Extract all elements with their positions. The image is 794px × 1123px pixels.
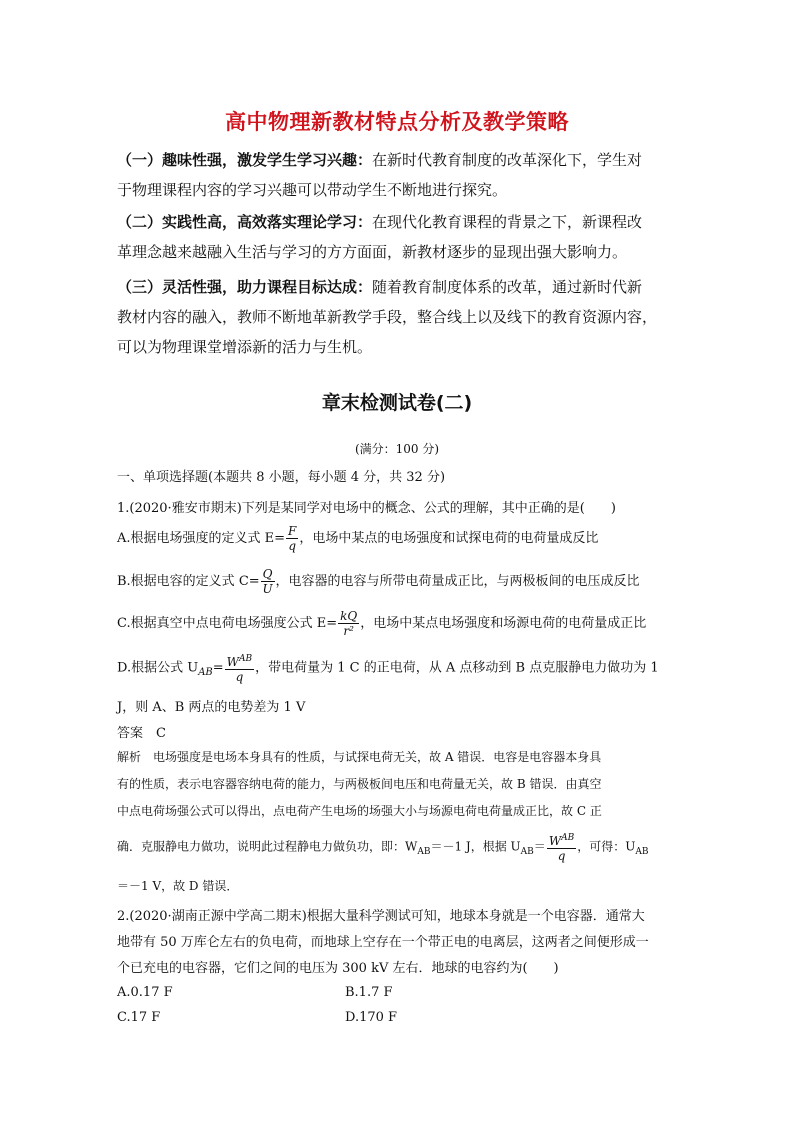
intro-lead: （三）灵活性强，助力课程目标达成： xyxy=(117,278,373,296)
section-heading: 一、单项选择题(本题共 8 小题，每小题 4 分，共 32 分) xyxy=(117,470,446,485)
question-2-stem-line-2: 地带有 50 万库仑左右的负电荷，而地球上空存在一个带正电的电离层，这两者之间便形成一 xyxy=(117,935,649,950)
intro-lead: （一）趣味性强，激发学生学习兴趣： xyxy=(117,151,373,169)
question-2-option-b: B.1.7 F xyxy=(345,985,393,1000)
fraction-numerator: kQ xyxy=(340,609,358,623)
page-title: 高中物理新教材特点分析及教学策略 xyxy=(225,110,569,134)
intro-paragraph-2 xyxy=(117,207,681,267)
option-text: ，电容器的电容与所带电荷量成正比，与两极板间的电压成反比 xyxy=(275,574,640,589)
fraction xyxy=(261,567,275,596)
analysis-text: ＝－1 J，根据 U xyxy=(430,839,521,854)
question-2-option-c: C.17 F xyxy=(117,1010,161,1025)
numerator-subscript: AB xyxy=(561,833,575,843)
intro-cont: 教材内容的融入，教师不断地革新教学手段，整合线上以及线下的教育资源内容， xyxy=(117,308,658,326)
question-1-stem: 1.(2020·雅安市期末)下列是某同学对电场中的概念、公式的理解，其中正确的是( ) xyxy=(117,501,616,516)
fraction-denominator: q xyxy=(288,539,297,553)
subscript: AB xyxy=(417,846,431,857)
question-1-option-b xyxy=(117,567,681,596)
option-text: B.根据电容的定义式 C= xyxy=(117,574,260,589)
question-2-option-a: A.0.17 F xyxy=(117,985,173,1000)
question-1-option-c xyxy=(117,609,681,638)
subscript: AB xyxy=(520,846,534,857)
option-text: ，带电荷量为 1 C 的正电荷，从 A 点移动到 B 点克服静电力做功为 1 xyxy=(255,660,659,676)
question-2-stem-line-1: 2.(2020·湖南正源中学高二期末)根据大量科学测试可知，地球本身就是一个电容器．通常大 xyxy=(117,909,645,924)
intro-cont: 于物理课程内容的学习兴趣可以带动学生不断地进行探究。 xyxy=(117,181,508,199)
question-2-option-d: D.170 F xyxy=(345,1010,398,1025)
analysis-line-3: 中点电荷场强公式可以得出，点电荷产生电场的场强大小与场源电荷电荷量成正比，故 C 正 xyxy=(117,804,602,818)
fraction-numerator xyxy=(547,831,576,849)
option-text: A.根据电场强度的定义式 E= xyxy=(117,531,286,546)
numerator-symbol: W xyxy=(548,834,562,848)
subscript: AB xyxy=(635,846,649,857)
fraction-denominator: r² xyxy=(343,624,354,638)
intro-text: 在现代化教育课程的背景之下，新课程改 xyxy=(372,213,643,231)
analysis-text: ，可得：U xyxy=(577,839,636,854)
intro-cont: 可以为物理课堂增添新的活力与生机。 xyxy=(117,338,373,356)
analysis-line-1: 解析 电场强度是电场本身具有的性质，与试探电荷无关，故 A 错误．电容是电容器本身具 xyxy=(117,750,602,764)
fraction xyxy=(225,652,254,684)
fraction-numerator xyxy=(225,652,254,670)
intro-paragraph-1 xyxy=(117,145,681,205)
analysis-line-5: ＝－1 V，故 D 错误． xyxy=(117,879,239,893)
option-text: ，电场中某点的电场强度和试探电荷的电荷量成反比 xyxy=(299,531,599,546)
analysis-text: 确．克服静电力做功，说明此过程静电力做负功，即：W xyxy=(117,839,418,854)
fraction-numerator: F xyxy=(288,524,297,538)
option-text: C.根据真空中点电荷电场强度公式 E= xyxy=(117,616,338,631)
numerator-subscript: AB xyxy=(239,654,253,664)
exam-title: 章末检测试卷(二) xyxy=(321,392,473,414)
option-text: D.根据公式 U xyxy=(117,660,199,676)
question-2-stem-line-3: 个已充电的电容器，它们之间的电压为 300 kV 左右．地球的电容约为( ) xyxy=(117,961,559,976)
intro-lead: （二）实践性高，高效落实理论学习： xyxy=(117,213,373,231)
intro-text: 随着教育制度体系的改革，通过新时代新 xyxy=(372,278,643,296)
option-text: ，电场中某点电场强度和场源电荷的电荷量成正比 xyxy=(360,616,647,631)
answer-label: 答案 C xyxy=(117,726,166,741)
subscript: AB xyxy=(198,667,213,679)
analysis-line-2: 有的性质，表示电容器容纳电荷的能力，与两极板间电压和电荷量无关，故 B 错误．由真空 xyxy=(117,777,602,791)
equals-sign: ＝ xyxy=(533,839,546,854)
fraction-denominator: U xyxy=(262,582,273,596)
fraction xyxy=(286,524,298,553)
fraction-denominator: q xyxy=(557,849,566,863)
question-1-option-a xyxy=(117,524,681,553)
numerator-symbol: W xyxy=(226,655,240,669)
intro-paragraph-3 xyxy=(117,272,681,362)
fraction-denominator: q xyxy=(235,670,244,684)
score-note: (满分：100 分) xyxy=(354,442,440,456)
fraction xyxy=(338,609,359,638)
intro-cont: 革理念越来越融入生活与学习的方方面面，新教材逐步的显现出强大影响力。 xyxy=(117,243,628,261)
analysis-line-4 xyxy=(117,831,681,863)
question-1-option-d xyxy=(117,652,681,684)
intro-text: 在新时代教育制度的改革深化下，学生对 xyxy=(372,151,643,169)
equals-sign: = xyxy=(212,660,224,676)
question-1-option-d-cont: J，则 A、B 两点的电势差为 1 V xyxy=(117,700,306,715)
fraction-numerator: Q xyxy=(262,567,273,581)
fraction xyxy=(547,831,576,863)
